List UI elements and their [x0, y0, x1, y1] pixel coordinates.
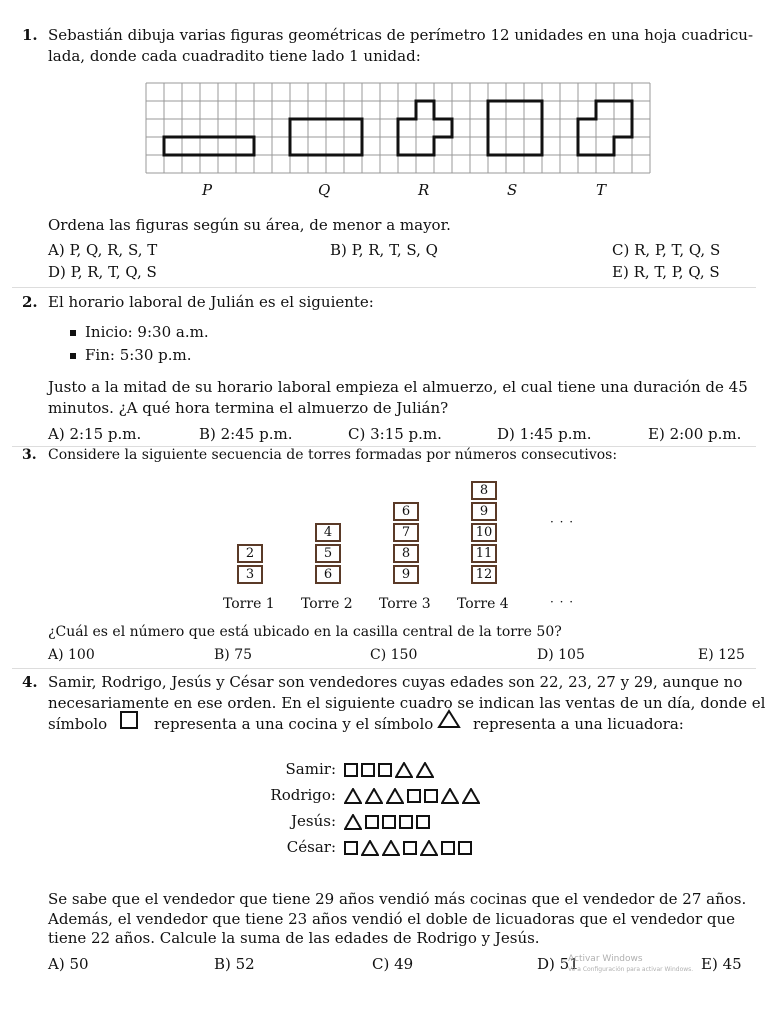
q2-option-a[interactable]: A) 2:15 p.m.: [48, 425, 142, 443]
windows-watermark-subtitle: Ve a Configuración para activar Windows.: [568, 966, 694, 973]
licuadora-triangle-icon: [416, 762, 434, 778]
seller-row: [250, 838, 475, 856]
figure-s: [488, 101, 542, 155]
q4-option-e[interactable]: E) 45: [701, 955, 742, 973]
figure-t: [578, 101, 632, 155]
tower-label: Torre 3: [379, 596, 431, 612]
seller-name: Jesús:: [291, 812, 336, 830]
cocina-square-icon: [458, 841, 472, 855]
q4-line3-a: símbolo: [48, 715, 108, 733]
q2-paragraph-line2: minutos. ¿A qué hora termina el almuerzo de Julián?: [48, 399, 449, 417]
licuadora-triangle-icon: [344, 788, 362, 804]
licuadora-triangle-icon: [386, 788, 404, 804]
q4-line2: necesariamente en ese orden. En el siguiente cuadro se indican las ventas de un día, donde el: [48, 694, 766, 712]
q2-option-c[interactable]: C) 3:15 p.m.: [348, 425, 442, 443]
q1-option-d[interactable]: D) P, R, T, Q, S: [48, 263, 157, 281]
q4-option-b[interactable]: B) 52: [214, 955, 255, 973]
q3-option-c[interactable]: C) 150: [370, 647, 418, 663]
q4-line3-c: representa a una licuadora:: [473, 715, 684, 733]
grid-figures: [142, 82, 654, 174]
q1-option-e[interactable]: E) R, T, P, Q, S: [612, 263, 720, 281]
figure-r: [398, 101, 452, 155]
tower-label: Torre 1: [223, 596, 275, 612]
q1-option-a[interactable]: A) P, Q, R, S, T: [48, 241, 158, 259]
licuadora-triangle-icon: [361, 840, 379, 856]
tower-cell: 9: [393, 565, 419, 584]
towers-ellipsis: · · ·: [550, 595, 575, 609]
q4-line1: Samir, Rodrigo, Jesús y César son vendedores cuyas edades son 22, 23, 27 y 29, aunque no: [48, 673, 743, 691]
towers-ellipsis-top: · · ·: [550, 515, 575, 529]
q4-option-a[interactable]: A) 50: [48, 955, 89, 973]
cocina-square-icon: [403, 841, 417, 855]
tower-cell: 8: [471, 481, 497, 500]
cocina-square-icon: [407, 789, 421, 803]
q3-option-e[interactable]: E) 125: [698, 647, 745, 663]
q2-bullet-end: Fin: 5:30 p.m.: [85, 346, 192, 364]
q2-text: El horario laboral de Julián es el siguiente:: [48, 293, 374, 311]
figure-label-p: P: [202, 181, 213, 199]
figure-label-q: Q: [318, 181, 331, 199]
licuadora-triangle-icon: [395, 762, 413, 778]
cocina-square-icon: [344, 763, 358, 777]
cocina-square-icon: [399, 815, 413, 829]
tower-cell: 6: [393, 502, 419, 521]
cocina-square-icon: [382, 815, 396, 829]
seller-name: Rodrigo:: [270, 786, 336, 804]
cocina-square-icon: [378, 763, 392, 777]
q4-paragraph-line1: Se sabe que el vendedor que tiene 29 años vendió más cocinas que el vendedor de 27 años.: [48, 890, 747, 908]
triangle-symbol-icon: [437, 709, 461, 729]
cocina-square-icon: [344, 841, 358, 855]
divider: [12, 668, 756, 669]
licuadora-triangle-icon: [365, 788, 383, 804]
cocina-square-icon: [365, 815, 379, 829]
q2-option-e[interactable]: E) 2:00 p.m.: [648, 425, 742, 443]
divider: [12, 287, 756, 288]
q2-paragraph-line1: Justo a la mitad de su horario laboral empieza el almuerzo, el cual tiene una duración de 45: [48, 378, 748, 396]
licuadora-triangle-icon: [382, 840, 400, 856]
tower-cell: 5: [315, 544, 341, 563]
figure-label-s: S: [507, 181, 518, 199]
q4-option-d[interactable]: D) 51: [537, 955, 579, 973]
licuadora-triangle-icon: [344, 814, 362, 830]
q3-number: 3.: [22, 447, 37, 463]
q1-option-c[interactable]: C) R, P, T, Q, S: [612, 241, 721, 259]
q1-number: 1.: [22, 26, 38, 44]
figure-label-t: T: [596, 181, 607, 199]
q3-option-a[interactable]: A) 100: [48, 647, 95, 663]
q2-number: 2.: [22, 293, 38, 311]
tower-cell: 11: [471, 544, 497, 563]
tower-label: Torre 2: [301, 596, 353, 612]
licuadora-triangle-icon: [441, 788, 459, 804]
tower-cell: 7: [393, 523, 419, 542]
q1-question: Ordena las figuras según su área, de menor a mayor.: [48, 216, 451, 234]
q4-option-c[interactable]: C) 49: [372, 955, 414, 973]
tower-cell: 8: [393, 544, 419, 563]
seller-row: [250, 760, 437, 778]
q3-text: Considere la siguiente secuencia de torres formadas por números consecutivos:: [48, 447, 618, 463]
q3-option-b[interactable]: B) 75: [214, 647, 253, 663]
tower-cell: 10: [471, 523, 497, 542]
q3-option-d[interactable]: D) 105: [537, 647, 585, 663]
q2-option-b[interactable]: B) 2:45 p.m.: [199, 425, 293, 443]
bullet-icon: [70, 330, 76, 336]
tower-cell: 2: [237, 544, 263, 563]
cocina-square-icon: [416, 815, 430, 829]
windows-watermark-title: Activar Windows: [568, 954, 643, 964]
q1-option-b[interactable]: B) P, R, T, S, Q: [330, 241, 438, 259]
q1-text-line1: Sebastián dibuja varias figuras geométricas de perímetro 12 unidades en una hoja cuadricu-: [48, 26, 754, 44]
q3-question: ¿Cuál es el número que está ubicado en la casilla central de la torre 50?: [48, 624, 562, 640]
seller-name: Samir:: [285, 760, 336, 778]
q2-bullet-start: Inicio: 9:30 a.m.: [85, 323, 209, 341]
figure-label-r: R: [418, 181, 430, 199]
licuadora-triangle-icon: [462, 788, 480, 804]
tower-cell: 9: [471, 502, 497, 521]
bullet-icon: [70, 353, 76, 359]
sales-table: [250, 760, 550, 870]
seller-row: [250, 786, 483, 804]
tower-cell: 12: [471, 565, 497, 584]
tower-cell: 6: [315, 565, 341, 584]
cocina-square-icon: [361, 763, 375, 777]
tower-cell: 3: [237, 565, 263, 584]
q2-option-d[interactable]: D) 1:45 p.m.: [497, 425, 592, 443]
cocina-square-icon: [424, 789, 438, 803]
tower-cell: 4: [315, 523, 341, 542]
seller-name: César:: [286, 838, 336, 856]
licuadora-triangle-icon: [420, 840, 438, 856]
q4-paragraph-line2: Además, el vendedor que tiene 23 años vendió el doble de licuadoras que el vendedor que: [48, 910, 736, 928]
figure-p: [164, 137, 254, 155]
q4-number: 4.: [22, 673, 38, 691]
q1-text-line2: lada, donde cada cuadradito tiene lado 1 unidad:: [48, 47, 421, 65]
tower-label: Torre 4: [457, 596, 509, 612]
square-symbol-icon: [120, 711, 138, 729]
seller-row: [250, 812, 433, 830]
q4-paragraph-line3: tiene 22 años. Calcule la suma de las edades de Rodrigo y Jesús.: [48, 929, 540, 947]
q4-line3-b: representa a una cocina y el símbolo: [154, 715, 434, 733]
cocina-square-icon: [441, 841, 455, 855]
